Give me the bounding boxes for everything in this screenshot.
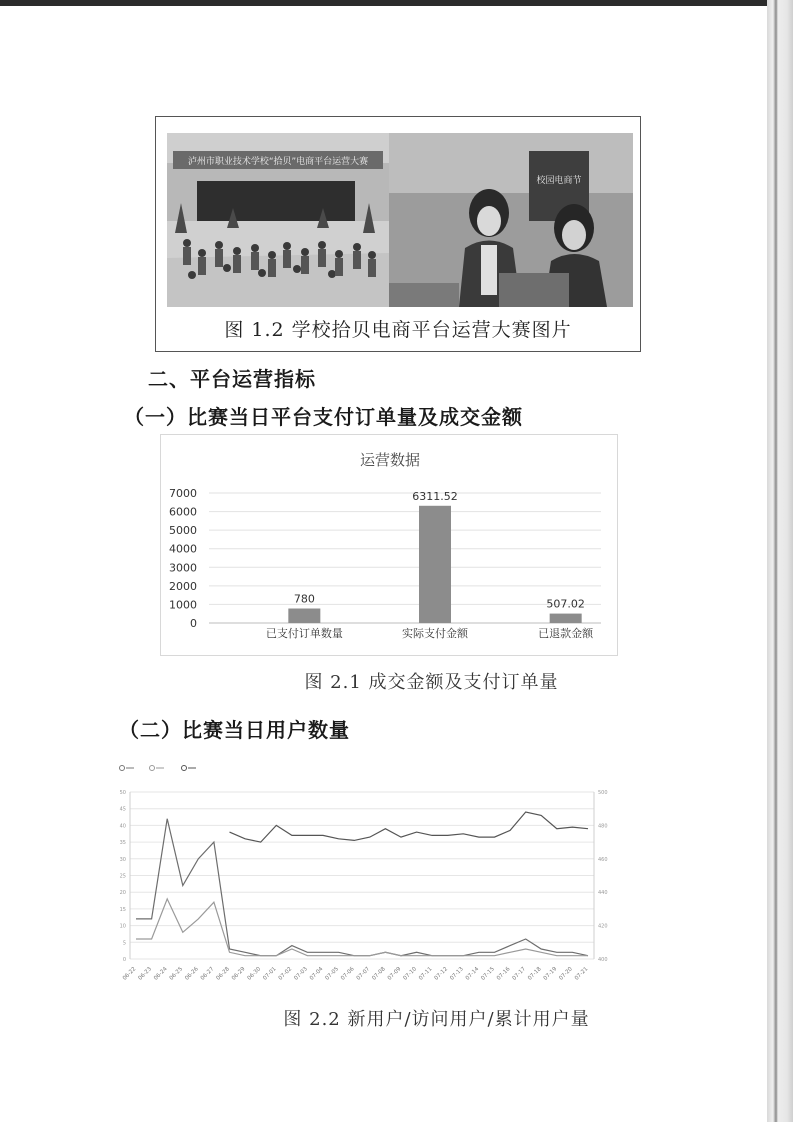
campus-ecommerce-festival-photo	[389, 133, 633, 307]
y-tick-label: 4000	[169, 542, 197, 556]
x-tick-label: 07-18	[527, 966, 543, 982]
x-tick-label: 06-22	[121, 966, 138, 982]
figure-1-2-caption: 图 1.2 学校拾贝电商平台运营大赛图片	[224, 319, 572, 341]
bar-0	[288, 609, 320, 623]
bar-value-label: 6311.52	[412, 489, 458, 503]
x-tick-label: 07-10	[402, 966, 418, 982]
figure-2-1-caption: 图 2.1 成交金额及支付订单量	[304, 672, 559, 693]
section-heading: 二、平台运营指标	[148, 367, 316, 391]
user-count-line-chart	[112, 762, 612, 996]
operations-bar-chart	[160, 434, 618, 656]
y-right-tick-label: 420	[598, 923, 608, 930]
x-tick-label: 07-12	[433, 966, 450, 982]
x-tick-label: 07-11	[418, 966, 434, 982]
x-tick-label: 07-19	[542, 966, 559, 982]
x-tick-label: 06-29	[230, 966, 247, 982]
bar-1	[419, 506, 451, 623]
y-right-tick-label: 460	[598, 856, 608, 863]
subsection-heading-orders: （一）比赛当日平台支付订单量及成交金额	[124, 405, 523, 429]
x-tick-label: 06-25	[168, 966, 185, 982]
x-tick-label: 07-07	[355, 966, 372, 982]
x-tick-label: 07-09	[386, 966, 403, 982]
y-left-tick-label: 50	[119, 790, 126, 796]
y-right-tick-label: 400	[598, 957, 608, 963]
scan-top-edge	[0, 0, 793, 6]
x-tick-label: 06-28	[215, 966, 231, 982]
bar-value-label: 507.02	[546, 597, 585, 611]
y-tick-label: 7000	[169, 487, 197, 500]
bar-value-label: 780	[293, 592, 315, 606]
x-tick-label: 07-16	[495, 966, 512, 982]
y-tick-label: 3000	[169, 561, 197, 575]
figure-2-2-caption: 图 2.2 新用户/访问用户/累计用户量	[283, 1009, 590, 1030]
x-category-label: 已退款金额	[538, 627, 594, 640]
y-left-tick-label: 20	[119, 890, 126, 897]
y-left-tick-label: 0	[122, 957, 126, 963]
x-tick-label: 07-01	[262, 966, 278, 982]
x-tick-label: 07-21	[573, 966, 590, 982]
y-left-tick-label: 30	[119, 856, 126, 863]
x-tick-label: 06-27	[199, 966, 216, 982]
venue-banner-text: 泸州市职业技术学校“拾贝”电商平台运营大赛	[187, 157, 369, 167]
y-left-tick-label: 25	[119, 873, 126, 880]
line-series-2	[230, 812, 589, 842]
y-left-tick-label: 45	[119, 806, 126, 813]
y-tick-label: 0	[190, 617, 197, 630]
x-tick-label: 07-20	[558, 966, 574, 982]
chart-title: 运营数据	[359, 451, 421, 469]
y-tick-label: 1000	[169, 598, 197, 612]
subsection-heading-users: （二）比赛当日用户数量	[119, 718, 350, 742]
y-left-tick-label: 10	[119, 923, 126, 930]
x-tick-label: 06-24	[153, 966, 169, 982]
x-tick-label: 07-08	[371, 966, 387, 982]
x-tick-label: 07-17	[511, 966, 528, 982]
y-tick-label: 2000	[169, 579, 197, 593]
y-tick-label: 6000	[169, 505, 197, 519]
y-tick-label: 5000	[169, 524, 197, 538]
competition-venue-photo	[167, 133, 389, 307]
y-right-tick-label: 440	[598, 890, 608, 897]
x-tick-label: 06-26	[184, 966, 200, 982]
x-tick-label: 07-02	[277, 966, 294, 982]
line-series-1	[136, 899, 588, 956]
x-category-label: 已支付订单数量	[265, 627, 343, 640]
y-right-tick-label: 500	[598, 790, 608, 796]
x-tick-label: 06-23	[137, 966, 154, 982]
x-tick-label: 06-30	[246, 966, 263, 982]
festival-sign-text: 校园电商节	[536, 176, 582, 186]
y-left-tick-label: 5	[122, 940, 126, 947]
x-tick-label: 07-03	[293, 966, 309, 982]
scan-right-edge	[767, 0, 793, 1122]
x-tick-label: 07-14	[464, 966, 481, 982]
x-tick-label: 07-06	[340, 966, 356, 982]
x-tick-label: 07-05	[324, 966, 341, 982]
y-left-tick-label: 40	[119, 823, 126, 830]
y-left-tick-label: 35	[119, 840, 126, 847]
x-tick-label: 07-13	[449, 966, 465, 982]
y-right-tick-label: 480	[598, 823, 608, 830]
x-tick-label: 07-04	[308, 966, 325, 982]
x-tick-label: 07-15	[480, 966, 496, 982]
x-category-label: 实际支付金额	[402, 627, 468, 640]
bar-2	[550, 614, 582, 623]
chart-legend	[120, 766, 197, 771]
y-left-tick-label: 15	[119, 906, 126, 913]
figure-1-2	[155, 116, 641, 352]
